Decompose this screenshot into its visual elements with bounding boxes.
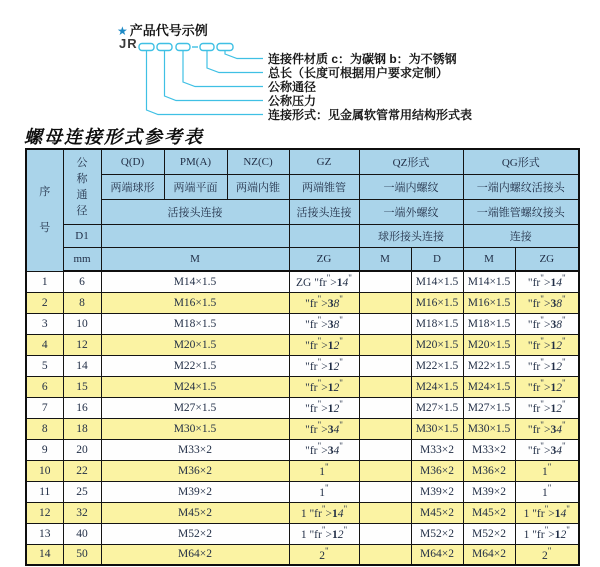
- cell-dn: 16: [63, 397, 101, 418]
- table-row: [26, 397, 579, 418]
- cell-gz: "fr">38": [289, 292, 359, 313]
- table-row: [26, 313, 579, 334]
- cell-qz-m: [359, 271, 411, 292]
- cell-no: 5: [26, 355, 63, 376]
- cell-qg-m: M30×1.5: [463, 418, 515, 439]
- header-end-ball: 两端球形: [101, 175, 164, 200]
- cell-m-thread: M52×2: [101, 523, 289, 544]
- header-unit-m2: M: [359, 248, 411, 272]
- cell-qg-zg: 2": [515, 544, 579, 565]
- cell-qz-m: [359, 418, 411, 439]
- cell-qz-d: M30×1.5: [411, 418, 463, 439]
- table-row: [26, 439, 579, 460]
- cell-dn: 8: [63, 292, 101, 313]
- header-empty-2: [289, 225, 359, 248]
- cell-qg-zg: 1": [515, 481, 579, 502]
- header-type-qd: Q(D): [101, 149, 164, 175]
- cell-dn: 12: [63, 334, 101, 355]
- leader-line-3: [183, 51, 263, 87]
- diagram-label-pressure: 公称压力: [268, 94, 317, 108]
- cell-gz: ZG "fr">14": [289, 271, 359, 292]
- cell-m-thread: M36×2: [101, 460, 289, 481]
- cell-qz-m: [359, 376, 411, 397]
- cell-qz-d: M27×1.5: [411, 397, 463, 418]
- cell-qz-d: M45×2: [411, 502, 463, 523]
- header-type-qz: QZ形式: [359, 149, 463, 175]
- header-unit-m3: M: [463, 248, 515, 272]
- cell-no: 10: [26, 460, 63, 481]
- cell-qz-d: M20×1.5: [411, 334, 463, 355]
- header-unit-m1: M: [101, 248, 289, 272]
- cell-qg-zg: "fr">12": [515, 334, 579, 355]
- cell-qz-m: [359, 544, 411, 565]
- header-type-pma: PM(A): [164, 149, 227, 175]
- cell-gz: 2": [289, 544, 359, 565]
- cell-qz-m: [359, 481, 411, 502]
- table-row: [26, 544, 579, 565]
- cell-dn: 20: [63, 439, 101, 460]
- cell-gz: 1 "fr">12": [289, 523, 359, 544]
- cell-qg-zg: 1 "fr">14": [515, 502, 579, 523]
- nut-connection-table: [25, 148, 580, 566]
- cell-dn: 15: [63, 376, 101, 397]
- header-unit-d: D: [411, 248, 463, 272]
- diagram-label-material: 连接件材质 c：为碳钢 b：为不锈钢: [268, 52, 457, 66]
- cell-qz-m: [359, 502, 411, 523]
- cell-no: 3: [26, 313, 63, 334]
- header-type-qg: QG形式: [463, 149, 579, 175]
- cell-qz-d: M33×2: [411, 439, 463, 460]
- cell-qz-m: [359, 460, 411, 481]
- cell-qz-d: M36×2: [411, 460, 463, 481]
- cell-qg-m: M36×2: [463, 460, 515, 481]
- header-conn: 连接: [463, 225, 579, 248]
- code-box-1: [139, 44, 154, 51]
- cell-qg-m: M33×2: [463, 439, 515, 460]
- cell-qz-d: M24×1.5: [411, 376, 463, 397]
- cell-qz-m: [359, 292, 411, 313]
- cell-no: 7: [26, 397, 63, 418]
- header-end-cone: 两端内锥: [227, 175, 289, 200]
- cell-qz-d: M52×2: [411, 523, 463, 544]
- cell-qz-d: M14×1.5: [411, 271, 463, 292]
- diagram-label-length: 总长（长度可根据用户要求定制）: [268, 66, 449, 80]
- table-row: [26, 418, 579, 439]
- cell-gz: "fr">38": [289, 313, 359, 334]
- cell-m-thread: M18×1.5: [101, 313, 289, 334]
- cell-dn: 14: [63, 355, 101, 376]
- cell-qz-d: M22×1.5: [411, 355, 463, 376]
- cell-qg-zg: "fr">12": [515, 376, 579, 397]
- cell-qg-zg: "fr">38": [515, 292, 579, 313]
- header-seq-no: 序 号: [26, 149, 63, 271]
- cell-qg-m: M14×1.5: [463, 271, 515, 292]
- cell-dn: 50: [63, 544, 101, 565]
- header-end-taper: 两端锥管: [289, 175, 359, 200]
- cell-m-thread: M45×2: [101, 502, 289, 523]
- cell-m-thread: M16×1.5: [101, 292, 289, 313]
- cell-qg-m: M18×1.5: [463, 313, 515, 334]
- cell-m-thread: M20×1.5: [101, 334, 289, 355]
- code-box-2: [157, 44, 172, 51]
- cell-dn: 22: [63, 460, 101, 481]
- header-union-conn-2: 活接头连接: [289, 200, 359, 225]
- cell-qg-m: M20×1.5: [463, 334, 515, 355]
- cell-m-thread: M39×2: [101, 481, 289, 502]
- cell-qz-m: [359, 397, 411, 418]
- cell-qg-m: M52×2: [463, 523, 515, 544]
- leader-line-1: [225, 51, 263, 59]
- cell-qg-m: M64×2: [463, 544, 515, 565]
- cell-m-thread: M14×1.5: [101, 271, 289, 292]
- cell-qg-zg: "fr">34": [515, 439, 579, 460]
- cell-qz-m: [359, 334, 411, 355]
- table-row: [26, 502, 579, 523]
- header-mm: mm: [63, 248, 101, 272]
- code-box-4: [200, 44, 214, 51]
- header-type-nzc: NZ(C): [227, 149, 289, 175]
- table-row: [26, 376, 579, 397]
- table-row: [26, 460, 579, 481]
- cell-no: 14: [26, 544, 63, 565]
- cell-qz-m: [359, 355, 411, 376]
- cell-gz: 1": [289, 481, 359, 502]
- table-body: [26, 271, 579, 565]
- cell-no: 6: [26, 376, 63, 397]
- header-ball-joint-conn: 球形接头连接: [359, 225, 463, 248]
- diagram-label-connection: 连接形式：见金属软管常用结构形式表: [268, 108, 473, 122]
- header-end-flat: 两端平面: [164, 175, 227, 200]
- header-nominal-dia: 公 称 通 径: [63, 149, 101, 225]
- cell-gz: "fr">34": [289, 418, 359, 439]
- cell-no: 4: [26, 334, 63, 355]
- table-title: 螺母连接形式参考表: [24, 127, 204, 147]
- cell-qg-zg: "fr">12": [515, 397, 579, 418]
- header-unit-zg1: ZG: [289, 248, 359, 272]
- cell-gz: 1 "fr">14": [289, 502, 359, 523]
- cell-qg-m: M24×1.5: [463, 376, 515, 397]
- cell-qg-m: M16×1.5: [463, 292, 515, 313]
- header-qz-inner: 一端内螺纹: [359, 175, 463, 200]
- cell-gz: "fr">12": [289, 376, 359, 397]
- cell-no: 8: [26, 418, 63, 439]
- cell-no: 12: [26, 502, 63, 523]
- cell-m-thread: M64×2: [101, 544, 289, 565]
- cell-no: 2: [26, 292, 63, 313]
- cell-m-thread: M27×1.5: [101, 397, 289, 418]
- cell-m-thread: M24×1.5: [101, 376, 289, 397]
- cell-no: 9: [26, 439, 63, 460]
- cell-qz-d: M64×2: [411, 544, 463, 565]
- cell-qz-d: M16×1.5: [411, 292, 463, 313]
- cell-no: 13: [26, 523, 63, 544]
- table-row: [26, 523, 579, 544]
- star-icon: ★: [117, 24, 128, 38]
- cell-qz-m: [359, 439, 411, 460]
- code-box-5: [217, 44, 233, 51]
- header-qg-inner: 一端内螺纹活接头: [463, 175, 579, 200]
- cell-gz: 1": [289, 460, 359, 481]
- cell-qz-d: M18×1.5: [411, 313, 463, 334]
- cell-m-thread: M22×1.5: [101, 355, 289, 376]
- cell-no: 1: [26, 271, 63, 292]
- header-qz-outer: 一端外螺纹: [359, 200, 463, 225]
- cell-no: 11: [26, 481, 63, 502]
- header-d1: D1: [63, 225, 101, 248]
- diagram-title-text: 产品代号示例: [129, 23, 208, 38]
- cell-gz: "fr">12": [289, 355, 359, 376]
- diagram-label-diameter: 公称通径: [268, 80, 317, 94]
- cell-gz: "fr">12": [289, 397, 359, 418]
- cell-qg-zg: "fr">14": [515, 271, 579, 292]
- code-box-3: [176, 44, 190, 51]
- cell-qg-zg: 1 "fr">12": [515, 523, 579, 544]
- header-type-gz: GZ: [289, 149, 359, 175]
- table-row: [26, 355, 579, 376]
- cell-m-thread: M30×1.5: [101, 418, 289, 439]
- cell-qz-m: [359, 313, 411, 334]
- header-unit-zg2: ZG: [515, 248, 579, 272]
- cell-qz-d: M39×2: [411, 481, 463, 502]
- header-empty-1: [101, 225, 289, 248]
- cell-qg-zg: "fr">38": [515, 313, 579, 334]
- cell-dn: 32: [63, 502, 101, 523]
- cell-qg-zg: 1": [515, 460, 579, 481]
- cell-dn: 10: [63, 313, 101, 334]
- product-code-prefix: JR: [119, 36, 138, 51]
- table-row: [26, 334, 579, 355]
- cell-dn: 6: [63, 271, 101, 292]
- cell-qg-zg: "fr">34": [515, 418, 579, 439]
- cell-qg-m: M39×2: [463, 481, 515, 502]
- cell-qz-m: [359, 523, 411, 544]
- table-row: [26, 271, 579, 292]
- leader-line-2: [207, 51, 263, 73]
- cell-dn: 25: [63, 481, 101, 502]
- table-row: [26, 292, 579, 313]
- cell-dn: 40: [63, 523, 101, 544]
- cell-gz: "fr">12": [289, 334, 359, 355]
- cell-qg-m: M27×1.5: [463, 397, 515, 418]
- cell-gz: "fr">34": [289, 439, 359, 460]
- cell-m-thread: M33×2: [101, 439, 289, 460]
- header-union-conn-1: 活接头连接: [101, 200, 289, 225]
- header-qg-taper: 一端锥管螺纹接头: [463, 200, 579, 225]
- cell-qg-zg: "fr">12": [515, 355, 579, 376]
- cell-qg-m: M22×1.5: [463, 355, 515, 376]
- table-row: [26, 481, 579, 502]
- cell-dn: 18: [63, 418, 101, 439]
- cell-qg-m: M45×2: [463, 502, 515, 523]
